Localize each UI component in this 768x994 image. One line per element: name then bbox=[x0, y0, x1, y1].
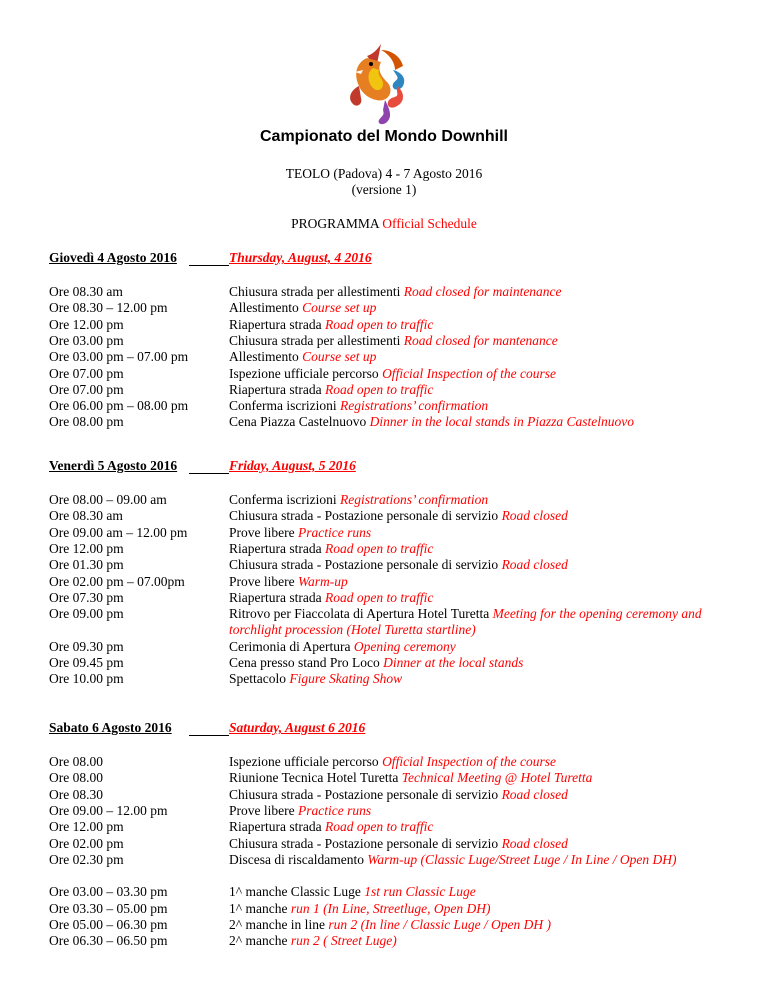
row-description-it: Ritrovo per Fiaccolata di Apertura Hotel Turetta bbox=[229, 606, 490, 622]
row-description-en: Road closed bbox=[501, 557, 568, 573]
row-description bbox=[229, 398, 729, 414]
row-description-en: Road open to traffic bbox=[324, 381, 434, 397]
row-description-en: run 2 (In line / Classic Luge / Open DH ) bbox=[328, 917, 552, 932]
row-description bbox=[229, 574, 729, 590]
row-time: Ore 01.30 pm bbox=[49, 557, 124, 573]
row-description bbox=[229, 525, 729, 541]
row-time: Ore 07.30 pm bbox=[49, 589, 124, 605]
row-time: Ore 12.00 pm bbox=[49, 540, 124, 556]
row-description bbox=[229, 819, 729, 835]
day-heading bbox=[49, 458, 699, 476]
row-description bbox=[229, 366, 729, 382]
row-description-en: Road closed for mantenance bbox=[403, 332, 558, 348]
row-description-it: Prove libere bbox=[229, 573, 295, 589]
row-description bbox=[229, 655, 729, 671]
row-description-it: 1^ manche Classic Luge bbox=[229, 884, 361, 900]
row-time: Ore 07.00 pm bbox=[49, 381, 124, 397]
row-time: Ore 09.00 – 12.00 pm bbox=[49, 802, 168, 818]
row-description-en: Opening ceremony bbox=[353, 638, 456, 654]
row-description-en: Road open to traffic bbox=[324, 589, 434, 605]
row-description-en: Road closed bbox=[501, 835, 568, 851]
program-heading bbox=[0, 216, 768, 232]
row-description-it: Riapertura strada bbox=[229, 381, 322, 397]
row-time: Ore 08.00 bbox=[49, 770, 103, 786]
row-description bbox=[229, 917, 729, 933]
row-description-it: Riapertura strada bbox=[229, 316, 322, 332]
row-description-it: Discesa di riscaldamento bbox=[229, 851, 364, 867]
row-description bbox=[229, 933, 729, 949]
row-description bbox=[229, 382, 729, 398]
row-description-it: Conferma iscrizioni bbox=[229, 492, 337, 507]
day-heading-underline bbox=[189, 265, 229, 266]
row-description-it: Conferma iscrizioni bbox=[229, 398, 337, 414]
row-description-en: 1st run Classic Luge bbox=[364, 884, 476, 900]
row-time: Ore 08.30 am bbox=[49, 284, 123, 299]
program-heading-en: Official Schedule bbox=[382, 216, 477, 231]
row-description-it: Chiusura strada per allestimenti bbox=[229, 284, 401, 299]
row-time: Ore 09.00 am – 12.00 pm bbox=[49, 524, 188, 540]
row-time: Ore 03.00 pm – 07.00 pm bbox=[49, 349, 189, 365]
day-heading-it: Sabato 6 Agosto 2016 bbox=[49, 720, 172, 735]
row-description-it: Cena Piazza Castelnuovo bbox=[229, 414, 367, 430]
row-description-it: Chiusura strada - Postazione personale di servizio bbox=[229, 508, 499, 524]
row-time: Ore 02.00 pm bbox=[49, 835, 124, 851]
row-description bbox=[229, 557, 729, 573]
day-heading-en: Saturday, August 6 2016 bbox=[229, 720, 366, 735]
row-time: Ore 08.00 bbox=[49, 754, 103, 769]
row-time: Ore 08.00 pm bbox=[49, 414, 124, 430]
row-time: Ore 06.30 – 06.50 pm bbox=[49, 933, 168, 949]
row-description bbox=[229, 606, 729, 638]
row-description bbox=[229, 508, 729, 524]
row-time: Ore 12.00 pm bbox=[49, 819, 124, 835]
day-heading bbox=[49, 250, 699, 268]
row-time: Ore 03.00 – 03.30 pm bbox=[49, 884, 168, 900]
row-description-it: Allestimento bbox=[229, 300, 299, 316]
row-description-en: Road open to traffic bbox=[324, 819, 434, 835]
row-description bbox=[229, 852, 729, 868]
row-description-it: 2^ manche bbox=[229, 933, 288, 949]
row-description-it: Riapertura strada bbox=[229, 589, 322, 605]
row-description-en: Warm-up bbox=[297, 573, 348, 589]
row-description-it: Ispezione ufficiale percorso bbox=[229, 365, 379, 381]
row-description-en: Practice runs bbox=[297, 524, 372, 540]
row-description bbox=[229, 770, 729, 786]
row-time: Ore 09.00 pm bbox=[49, 606, 124, 622]
row-description bbox=[229, 803, 729, 819]
row-description-it: Prove libere bbox=[229, 802, 295, 818]
row-description-it: 2^ manche in line bbox=[229, 917, 325, 932]
row-description-it: Riapertura strada bbox=[229, 540, 322, 556]
row-time: Ore 12.00 pm bbox=[49, 316, 124, 332]
row-description-en: Road closed for maintenance bbox=[403, 284, 562, 299]
row-description-en: Registrations’ confirmation bbox=[339, 398, 489, 414]
row-description-en: Registrations’ confirmation bbox=[339, 492, 489, 507]
page-title: Campionato del Mondo Downhill bbox=[260, 128, 508, 145]
row-description-it: Spettacolo bbox=[229, 671, 286, 687]
row-description bbox=[229, 639, 729, 655]
row-time: Ore 06.00 pm – 08.00 pm bbox=[49, 398, 189, 414]
row-description bbox=[229, 787, 729, 803]
row-description-en: Figure Skating Show bbox=[289, 671, 403, 687]
day-heading-it: Giovedì 4 Agosto 2016 bbox=[49, 250, 177, 265]
dragon-logo bbox=[337, 40, 425, 128]
row-description-en: run 1 (In Line, Streetluge, Open DH) bbox=[290, 900, 491, 916]
row-description bbox=[229, 414, 729, 430]
row-description-it: Chiusura strada - Postazione personale di servizio bbox=[229, 786, 499, 802]
document-version: (versione 1) bbox=[351, 182, 417, 197]
row-time: Ore 05.00 – 06.30 pm bbox=[49, 917, 168, 932]
row-description-en: Road open to traffic bbox=[324, 540, 434, 556]
row-description bbox=[229, 333, 729, 349]
row-description bbox=[229, 590, 729, 606]
row-description bbox=[229, 541, 729, 557]
row-time: Ore 08.30 am bbox=[49, 508, 123, 524]
row-description-en: Official Inspection of the course bbox=[382, 754, 557, 769]
row-time: Ore 03.30 – 05.00 pm bbox=[49, 900, 168, 916]
row-description bbox=[229, 492, 729, 508]
day-heading-en: Friday, August, 5 2016 bbox=[229, 458, 356, 473]
row-description bbox=[229, 836, 729, 852]
row-description bbox=[229, 884, 729, 900]
row-description-en: Technical Meeting @ Hotel Turetta bbox=[401, 770, 593, 786]
row-description bbox=[229, 300, 729, 316]
row-description-it: Chiusura strada per allestimenti bbox=[229, 332, 401, 348]
event-location: TEOLO (Padova) 4 - 7 Agosto 2016 bbox=[285, 166, 483, 181]
day-heading bbox=[49, 720, 699, 738]
row-description-en: Course set up bbox=[302, 300, 377, 316]
row-time: Ore 09.45 pm bbox=[49, 655, 124, 670]
row-description-it: 1^ manche bbox=[229, 900, 288, 916]
row-description-en: Official Inspection of the course bbox=[382, 365, 557, 381]
row-time: Ore 08.30 – 12.00 pm bbox=[49, 300, 168, 316]
row-time: Ore 10.00 pm bbox=[49, 671, 124, 687]
row-description-en: Road open to traffic bbox=[324, 316, 434, 332]
row-description-it: Chiusura strada - Postazione personale di servizio bbox=[229, 557, 499, 573]
day-heading-underline bbox=[189, 473, 229, 474]
row-time: Ore 02.30 pm bbox=[49, 851, 124, 867]
program-heading-it: PROGRAMMA bbox=[291, 216, 379, 231]
row-description-it: Ispezione ufficiale percorso bbox=[229, 754, 379, 769]
row-description-en: Warm-up (Classic Luge/Street Luge / In Line / Open DH) bbox=[367, 851, 677, 867]
row-description-en: Road closed bbox=[501, 786, 568, 802]
row-description-en: Dinner in the local stands in Piazza Castelnuovo bbox=[369, 414, 634, 430]
row-time: Ore 07.00 pm bbox=[49, 365, 124, 381]
row-time: Ore 09.30 pm bbox=[49, 638, 124, 654]
row-time: Ore 08.30 bbox=[49, 786, 103, 802]
row-description-en: run 2 ( Street Luge) bbox=[290, 933, 397, 949]
row-description-en: Meeting for the opening ceremony and torchlight procession (Hotel Turetta startline) bbox=[229, 606, 702, 638]
row-description-en: Practice runs bbox=[297, 802, 372, 818]
row-description bbox=[229, 349, 729, 365]
row-description-en: Dinner at the local stands bbox=[383, 655, 524, 670]
row-description-it: Riunione Tecnica Hotel Turetta bbox=[229, 770, 399, 786]
row-description bbox=[229, 754, 729, 770]
row-description bbox=[229, 901, 729, 917]
day-heading-en: Thursday, August, 4 2016 bbox=[229, 250, 372, 265]
row-time: Ore 02.00 pm – 07.00pm bbox=[49, 573, 185, 589]
row-description-it: Riapertura strada bbox=[229, 819, 322, 835]
row-description-en: Road closed bbox=[501, 508, 568, 524]
row-description-it: Cena presso stand Pro Loco bbox=[229, 655, 380, 670]
row-description bbox=[229, 671, 729, 687]
row-description-it: Cerimonia di Apertura bbox=[229, 638, 351, 654]
day-heading-it: Venerdì 5 Agosto 2016 bbox=[49, 458, 178, 473]
day-heading-underline bbox=[189, 735, 229, 736]
row-description bbox=[229, 317, 729, 333]
row-description-en: Course set up bbox=[302, 349, 377, 365]
row-time: Ore 03.00 pm bbox=[49, 332, 124, 348]
row-description-it: Allestimento bbox=[229, 349, 299, 365]
row-description bbox=[229, 284, 729, 300]
row-time: Ore 08.00 – 09.00 am bbox=[49, 492, 167, 507]
row-description-it: Chiusura strada - Postazione personale di servizio bbox=[229, 835, 499, 851]
row-description-it: Prove libere bbox=[229, 524, 295, 540]
